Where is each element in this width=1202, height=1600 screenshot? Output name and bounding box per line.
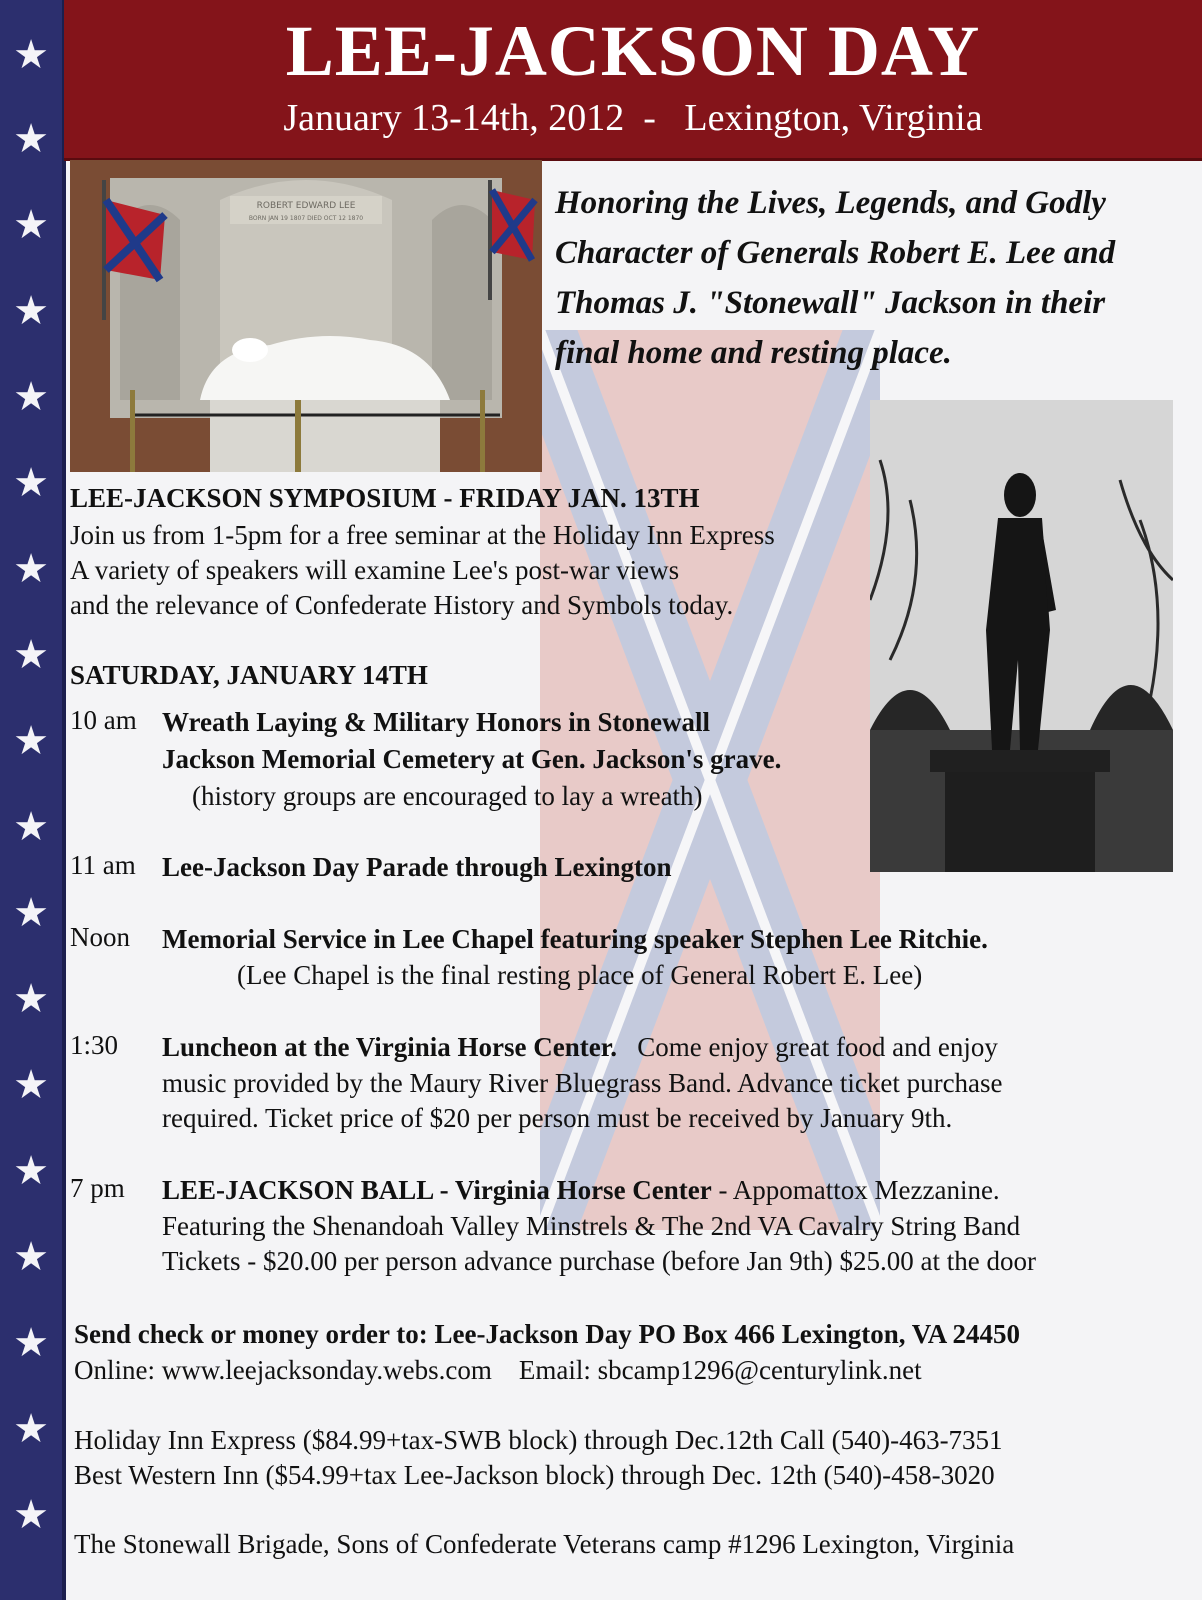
star-icon: ★: [13, 116, 49, 162]
star-icon: ★: [13, 1062, 49, 1108]
star-icon: ★: [13, 460, 49, 506]
star-icon: ★: [13, 1406, 49, 1452]
star-icon: ★: [13, 374, 49, 420]
footer-org: The Stonewall Brigade, Sons of Confederate Veterans camp #1296 Lexington, Virginia: [74, 1529, 1015, 1559]
event-desc: required. Ticket price of $20 per person must be received by January 9th.: [162, 1103, 953, 1133]
event-time: Noon: [70, 922, 130, 952]
lee-tomb-photo: [70, 160, 542, 472]
star-icon: ★: [13, 890, 49, 936]
event-desc: music provided by the Maury River Bluegrass Band. Advance ticket purchase: [162, 1068, 1003, 1098]
event-desc: Featuring the Shenandoah Valley Minstrels & The 2nd VA Cavalry String Band: [162, 1211, 1021, 1241]
star-icon: ★: [13, 32, 49, 78]
star-icon: ★: [13, 804, 49, 850]
event-title: LEE-JACKSON BALL - Virginia Horse Center: [162, 1175, 712, 1205]
saturday-title: SATURDAY, JANUARY 14TH: [70, 660, 428, 690]
star-icon: ★: [13, 288, 49, 334]
symposium-title: LEE-JACKSON SYMPOSIUM - FRIDAY JAN. 13TH: [70, 483, 700, 513]
tagline: Honoring the Lives, Legends, and Godly Character of Generals Robert E. Lee and Thomas J. "Stonewall" Jackson in their final home and resting place.: [555, 185, 1116, 371]
online-contact[interactable]: Online: www.leejacksonday.webs.com Email: sbcamp1296@centurylink.net: [74, 1355, 922, 1385]
event-title: Lee-Jackson Day Parade through Lexington: [162, 852, 672, 882]
event-title: Memorial Service in Lee Chapel featuring speaker Stephen Lee Ritchie.: [162, 924, 988, 954]
symposium-line3: and the relevance of Confederate History and Symbols today.: [70, 590, 734, 620]
page-title: LEE-JACKSON DAY: [285, 11, 981, 91]
event-note: (history groups are encouraged to lay a wreath): [192, 781, 703, 811]
event-title: Wreath Laying & Military Honors in Stonewall: [162, 707, 711, 737]
lodging-holiday-inn: Holiday Inn Express ($84.99+tax-SWB block) through Dec.12th Call (540)-463-7351: [74, 1425, 1003, 1455]
header-banner: [64, 0, 1202, 161]
symposium-line1: Join us from 1-5pm for a free seminar at the Holiday Inn Express: [70, 520, 775, 550]
event-desc: - Appomattox Mezzanine.: [711, 1175, 1000, 1205]
star-icon: ★: [13, 1148, 49, 1194]
tomb-inscription-1: ROBERT EDWARD LEE: [256, 201, 356, 211]
star-icon: ★: [13, 976, 49, 1022]
star-icon: ★: [13, 632, 49, 678]
page-subtitle: January 13-14th, 2012 - Lexington, Virginia: [283, 97, 983, 139]
symposium-line2: A variety of speakers will examine Lee's post-war views: [70, 555, 680, 585]
event-title: Luncheon at the Virginia Horse Center.: [162, 1032, 617, 1062]
event-desc: Tickets - $20.00 per person advance purchase (before Jan 9th) $25.00 at the door: [162, 1246, 1036, 1276]
star-icon: ★: [13, 1234, 49, 1280]
mail-address: Send check or money order to: Lee-Jackson Day PO Box 466 Lexington, VA 24450: [74, 1319, 1021, 1349]
star-icon: ★: [13, 1320, 49, 1366]
event-time: 11 am: [70, 850, 136, 880]
star-icon: ★: [13, 1492, 49, 1538]
star-icon: ★: [13, 202, 49, 248]
star-border: [0, 0, 66, 1600]
event-time: 1:30: [70, 1030, 119, 1060]
star-icon: ★: [13, 718, 49, 764]
event-line: [162, 1030, 998, 1065]
tomb-inscription-2: BORN JAN 19 1807 DIED OCT 12 1870: [248, 215, 364, 222]
event-note: (Lee Chapel is the final resting place of General Robert E. Lee): [237, 960, 923, 990]
event-time: 7 pm: [70, 1173, 125, 1203]
lodging-best-western: Best Western Inn ($54.99+tax Lee-Jackson block) through Dec. 12th (540)-458-3020: [74, 1460, 995, 1490]
event-line: [162, 1173, 1000, 1208]
star-icon: ★: [13, 546, 49, 592]
event-desc: Come enjoy great food and enjoy: [637, 1032, 998, 1062]
event-title: Jackson Memorial Cemetery at Gen. Jackson's grave.: [162, 744, 782, 774]
jackson-statue-photo: [870, 400, 1173, 872]
event-time: 10 am: [70, 705, 137, 735]
